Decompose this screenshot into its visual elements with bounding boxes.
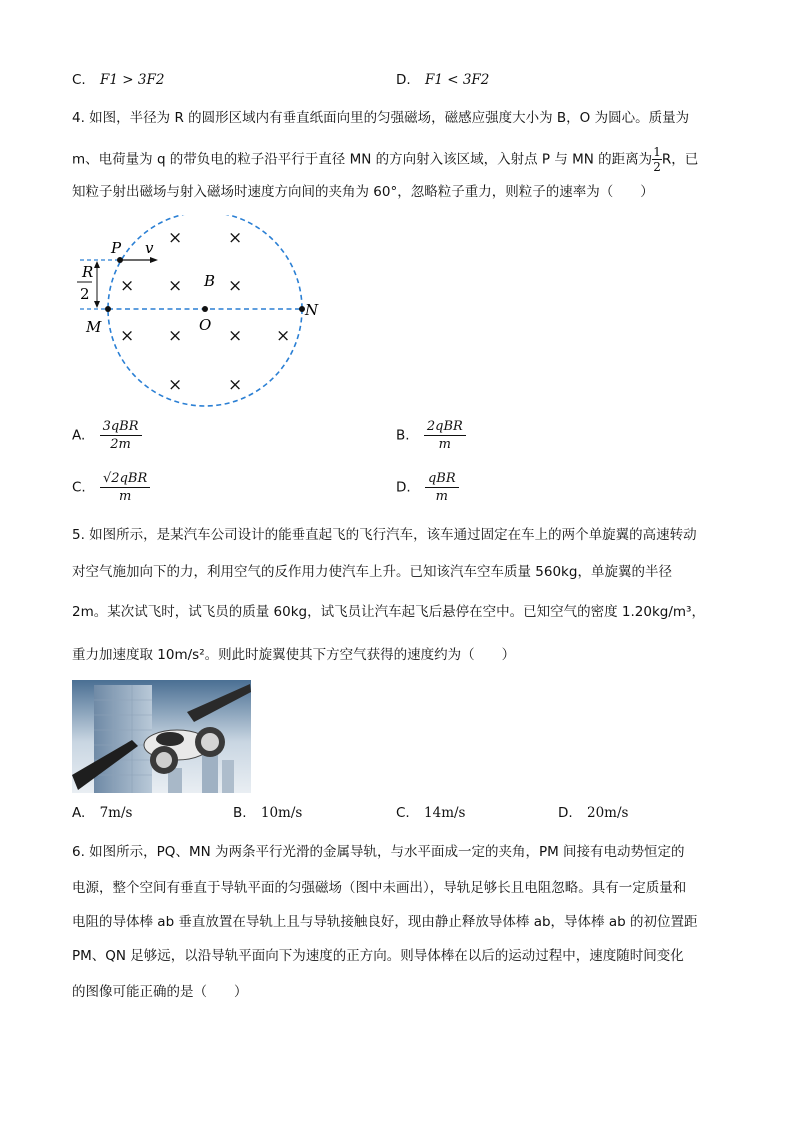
q5-option-a-label: A. [72, 805, 86, 821]
arrow-head-down [94, 301, 100, 308]
q4-frac-den: 2 [653, 160, 661, 174]
front-wheel-hub [156, 752, 172, 768]
label-2: 2 [80, 285, 90, 303]
rear-wheel-hub [201, 733, 219, 751]
cross: × [228, 276, 243, 296]
q4-magnetic-field-figure [60, 215, 330, 420]
building-right-2 [222, 760, 234, 793]
q4-line2a: m、电荷量为 q 的带负电的粒子沿平行于直径 MN 的方向射入该区域，入射点 P 与 MN 的距离为 [72, 151, 653, 168]
q4-option-c-frac [100, 470, 150, 505]
q4-option-d[interactable] [396, 470, 459, 505]
cross: × [168, 326, 183, 346]
cross: × [168, 276, 183, 296]
q4-option-d-num: qBR [425, 470, 459, 488]
label-v: v [145, 239, 154, 257]
q4-option-b-frac [424, 418, 466, 453]
q5-option-d-value: 20m/s [586, 805, 629, 821]
cross: × [168, 228, 183, 248]
q4-text-line1: 4. 如图，半径为 R 的圆形区域内有垂直纸面向里的匀强磁场，磁感应强度大小为 B，O 为圆心。质量为 [72, 110, 690, 126]
q4-option-d-den: m [435, 489, 448, 504]
q4-option-d-label: D. [396, 479, 411, 496]
label-b: B [204, 272, 216, 290]
flying-car-photo [72, 680, 251, 793]
q4-option-b-num: 2qBR [424, 418, 466, 436]
q4-option-c[interactable] [72, 470, 150, 505]
q5-text-line4: 重力加速度取 10m/s²。则此时旋翼使其下方空气获得的速度约为（ ） [72, 647, 516, 663]
q6-text-line3: 电阻的导体棒 ab 垂直放置在导轨上且与导轨接触良好，现由静止释放导体棒 ab，导体棒 ab 的初位置距 [72, 914, 698, 930]
q3-option-d[interactable] [396, 72, 489, 88]
point-m [105, 306, 111, 312]
q4-line2b: R，已 [661, 151, 699, 168]
cross: × [276, 326, 291, 346]
q5-option-c-label: C. [396, 805, 410, 821]
q6-text-line2: 电源，整个空间有垂直于导轨平面的匀强磁场（图中未画出），导轨足够长且电阻忽略。具有一定质量和 [72, 880, 687, 896]
point-o [202, 306, 208, 312]
q3-option-d-expr: F1 < 3F2 [424, 72, 490, 88]
q6-text-line5: 的图像可能正确的是（ ） [72, 984, 248, 1000]
q5-text-line3: 2m。某次试飞时，试飞员的质量 60kg，试飞员让汽车起飞后悬停在空中。已知空气的密度 1.20kg/m³， [72, 604, 705, 620]
q4-option-d-frac [425, 470, 459, 505]
q3-option-d-label: D. [396, 72, 411, 88]
q5-option-b[interactable] [233, 805, 302, 821]
q5-option-c-value: 14m/s [424, 805, 466, 821]
q4-option-a[interactable] [72, 418, 142, 453]
label-r: R [82, 263, 94, 281]
q5-option-a[interactable] [72, 805, 132, 821]
cross: × [228, 228, 243, 248]
q4-option-a-den: 2m [110, 437, 131, 452]
q4-option-b[interactable] [396, 418, 466, 453]
q5-option-b-label: B. [233, 805, 247, 821]
label-n: N [305, 301, 319, 319]
q5-option-c[interactable] [396, 805, 465, 821]
q4-option-c-num: √2qBR [100, 470, 150, 488]
velocity-arrow-head [150, 257, 158, 263]
q3-option-c-label: C. [72, 72, 86, 88]
q4-option-b-label: B. [396, 427, 410, 444]
label-m: M [86, 318, 102, 336]
car-cockpit [156, 732, 184, 746]
q4-text-line2 [72, 145, 698, 174]
q4-option-c-label: C. [72, 479, 86, 496]
q6-text-line1: 6. 如图所示，PQ、MN 为两条平行光滑的金属导轨，与水平面成一定的夹角，PM 间接有电动势恒定的 [72, 844, 685, 860]
q5-option-d-label: D. [558, 805, 573, 821]
arrow-head-up [94, 261, 100, 268]
q5-option-d[interactable] [558, 805, 628, 821]
q4-fraction-half [652, 145, 662, 174]
q4-text-line3: 知粒子射出磁场与射入磁场时速度方向间的夹角为 60°，忽略粒子重力，则粒子的速率为（ ） [72, 184, 654, 200]
q3-option-c-expr: F1 > 3F2 [100, 72, 165, 88]
q4-option-a-frac [100, 418, 142, 453]
q5-text-line2: 对空气施加向下的力，利用空气的反作用力使汽车上升。已知该汽车空车质量 560kg，单旋翼的半径 [72, 564, 672, 580]
cross: × [120, 276, 135, 296]
q4-option-c-den: m [118, 489, 132, 504]
cross: × [120, 326, 135, 346]
q4-option-b-den: m [438, 437, 451, 452]
cross: × [168, 375, 183, 395]
q5-option-a-value: 7m/s [99, 805, 133, 821]
label-o: O [199, 316, 212, 334]
q5-option-b-value: 10m/s [260, 805, 303, 821]
cross: × [228, 326, 243, 346]
q4-option-a-num: 3qBR [100, 418, 142, 436]
q3-option-c[interactable] [72, 72, 164, 88]
cross: × [228, 375, 243, 395]
q5-text-line1: 5. 如图所示，是某汽车公司设计的能垂直起飞的飞行汽车，该车通过固定在车上的两个单旋翼的高速转动 [72, 527, 697, 543]
q4-option-a-label: A. [72, 427, 86, 444]
q4-frac-num: 1 [653, 145, 661, 159]
q6-text-line4: PM、QN 足够远，以沿导轨平面向下为速度的正方向。则导体棒在以后的运动过程中，速度随时间变化 [72, 948, 684, 964]
label-p: P [111, 239, 122, 257]
skyscraper [94, 685, 152, 793]
